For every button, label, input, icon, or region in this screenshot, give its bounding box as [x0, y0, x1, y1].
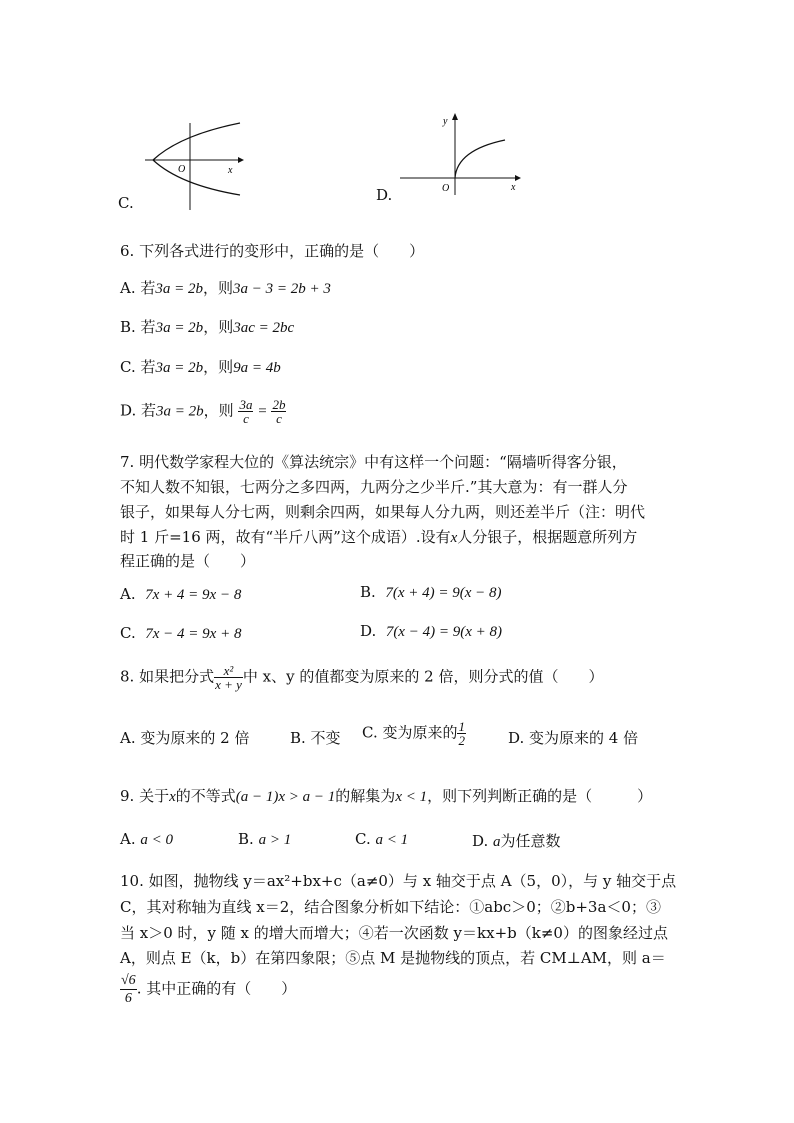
q9-solution: x < 1 [395, 789, 428, 805]
q7-line-5: 程正确的是（ ） [120, 552, 256, 570]
q7-b-eq: 7(x + 4) = 9(x − 8) [385, 585, 502, 601]
q9-option-c [355, 830, 408, 849]
q8-frac-num: x² [214, 664, 243, 678]
q6-b-given: 3a = 2b [155, 320, 204, 336]
q7-line-2: 不知人数不知银，七两分之多四两，九两分之少半斤.”其大意为：有一群人分 [120, 478, 628, 496]
q9-a-val: a < 0 [140, 832, 174, 848]
q9-c-label: C. [355, 830, 371, 848]
q9-d-label: D. [472, 832, 489, 850]
q8-stem [120, 664, 603, 691]
q8-c-fraction [457, 720, 466, 747]
q7-d-eq: 7(x − 4) = 9(x + 8) [385, 624, 502, 640]
q10-tail: . 其中正确的有（ ） [136, 979, 297, 998]
q9-b-label: B. [238, 830, 254, 848]
graph-d-y-arrow [452, 113, 458, 120]
q9-b-val: a > 1 [258, 832, 292, 848]
graph-d-origin-label: O [442, 183, 450, 194]
q9-d-text: 为任意数 [500, 832, 561, 850]
q8-stem-b: 中 x、y 的值都变为原来的 2 倍，则分式的值（ ） [242, 667, 604, 686]
q7-line-4b: 人分银子，根据题意所列方 [457, 528, 638, 546]
q10-line-3: 当 x＞0 时，y 随 x 的增大而增大；④若一次函数 y＝kx+b（k≠0）的图象经过点 [120, 924, 668, 942]
q7-line-4-var: x [450, 530, 458, 546]
graph-d [395, 110, 530, 205]
q10-line-5 [120, 972, 296, 1007]
q7-option-c [120, 624, 241, 643]
q6-d-rhs-den: c [276, 411, 282, 426]
q8-stem-a: 8. 如果把分式 [120, 667, 215, 686]
q9-d-var: a [493, 834, 501, 850]
q9-option-d [472, 830, 561, 851]
q8-c-text: C. 变为原来的 [362, 723, 458, 742]
q9-c-val: a < 1 [375, 832, 409, 848]
q6-c-label: C. 若 [120, 358, 156, 376]
q6-d-rhs-num: 2b [272, 397, 286, 412]
q7-a-eq: 7x + 4 = 9x − 8 [145, 587, 242, 603]
q6-d-lhs-den: c [243, 411, 249, 426]
q6-option-d [120, 398, 286, 425]
q8-option-d: D. 变为原来的 4 倍 [508, 729, 639, 747]
graph-d-x-label: x [511, 182, 516, 193]
q8-c-den: 2 [458, 733, 465, 748]
option-c-label: C. [118, 194, 134, 212]
q10-sqrt-num: √6 [121, 973, 136, 988]
q7-option-a [120, 585, 241, 604]
q7-line-1: 7. 明代数学家程大位的《算法统宗》中有这样一个问题：“隔墙听得客分银， [120, 453, 627, 471]
graph-d-y-label: y [443, 116, 448, 127]
q6-a-then: ，则 [203, 279, 234, 297]
graph-d-curve [455, 140, 505, 178]
q7-c-eq: 7x − 4 = 9x + 8 [145, 626, 242, 642]
q6-a-given: 3a = 2b [155, 281, 203, 297]
q10-sqrt-den: 6 [124, 991, 132, 1006]
q8-option-b: B. 不变 [290, 729, 341, 747]
q7-option-b [360, 583, 502, 602]
option-d-label: D. [376, 186, 393, 204]
q9-stem-c: 的解集为 [335, 787, 396, 805]
q6-stem: 6. 下列各式进行的变形中，正确的是（ ） [120, 242, 425, 260]
q10-line-1: 10. 如图，抛物线 y＝ax²+bx+c（a≠0）与 x 轴交于点 A（5，0），与 y 轴交于点 [120, 872, 677, 890]
q6-c-result: 9a = 4b [233, 360, 281, 376]
q6-d-rhs-fraction [271, 398, 286, 425]
q8-option-c [362, 720, 466, 747]
q7-option-d [360, 622, 502, 641]
q10-line-2: C，其对称轴为直线 x＝2，结合图象分析如下结论：①abc＞0；②b+3a＜0；③ [120, 898, 661, 916]
q7-c-label: C. [120, 624, 136, 642]
q6-a-result: 3a − 3 = 2b + 3 [233, 281, 331, 297]
q6-d-eq: = [258, 403, 267, 420]
graph-d-x-arrow [515, 175, 521, 181]
q9-option-b [238, 830, 291, 849]
q6-c-then: ，则 [203, 358, 234, 376]
q10-sqrt-fraction [120, 972, 137, 1007]
graph-c-x-arrow [238, 157, 244, 163]
q7-line-4a: 时 1 斤=16 两，故有“半斤八两”这个成语）.设有 [120, 528, 451, 546]
q7-d-label: D. [360, 622, 377, 640]
graph-c-curve [153, 123, 240, 195]
q6-c-given: 3a = 2b [155, 360, 204, 376]
q8-fraction [214, 664, 243, 691]
q6-b-then: ，则 [203, 318, 234, 336]
q6-option-b [120, 316, 294, 337]
q6-option-a [120, 277, 331, 298]
q9-stem [120, 785, 652, 806]
q7-b-label: B. [360, 583, 376, 601]
q6-d-lhs-num: 3a [239, 397, 253, 412]
q8-c-num: 1 [458, 719, 465, 734]
q9-var: x [169, 789, 176, 805]
q6-d-label: D. 若 [120, 401, 157, 420]
q9-option-a [120, 830, 173, 849]
q6-d-given: 3a = 2b [156, 403, 204, 420]
q9-stem-d: ，则下列判断正确的是（ ） [427, 787, 653, 805]
q7-a-label: A. [120, 585, 136, 603]
q7-line-4 [120, 526, 637, 547]
q9-stem-b: 的不等式 [175, 787, 236, 805]
graph-c-origin-label: O [178, 164, 186, 175]
q7-line-3: 银子，如果每人分七两，则剩余四两，如果每人分九两，则还差半斤（注：明代 [120, 503, 646, 521]
q6-b-label: B. 若 [120, 318, 156, 336]
q6-b-result: 3ac = 2bc [233, 320, 295, 336]
graph-c [140, 115, 250, 215]
q9-stem-a: 9. 关于 [120, 787, 170, 805]
q9-a-label: A. [120, 830, 136, 848]
q9-inequality: (a − 1)x > a − 1 [235, 789, 336, 805]
q8-frac-den: x + y [215, 677, 242, 692]
q8-option-a: A. 变为原来的 2 倍 [120, 729, 250, 747]
graph-c-x-label: x [228, 165, 233, 176]
q6-d-lhs-fraction [238, 398, 253, 425]
q6-option-c [120, 356, 281, 377]
q6-d-then: ，则 [203, 401, 234, 420]
q10-line-4: A，则点 E（k，b）在第四象限；⑤点 M 是抛物线的顶点，若 CM⊥AM，则 a＝ [120, 949, 666, 967]
q6-a-label: A. 若 [120, 279, 156, 297]
